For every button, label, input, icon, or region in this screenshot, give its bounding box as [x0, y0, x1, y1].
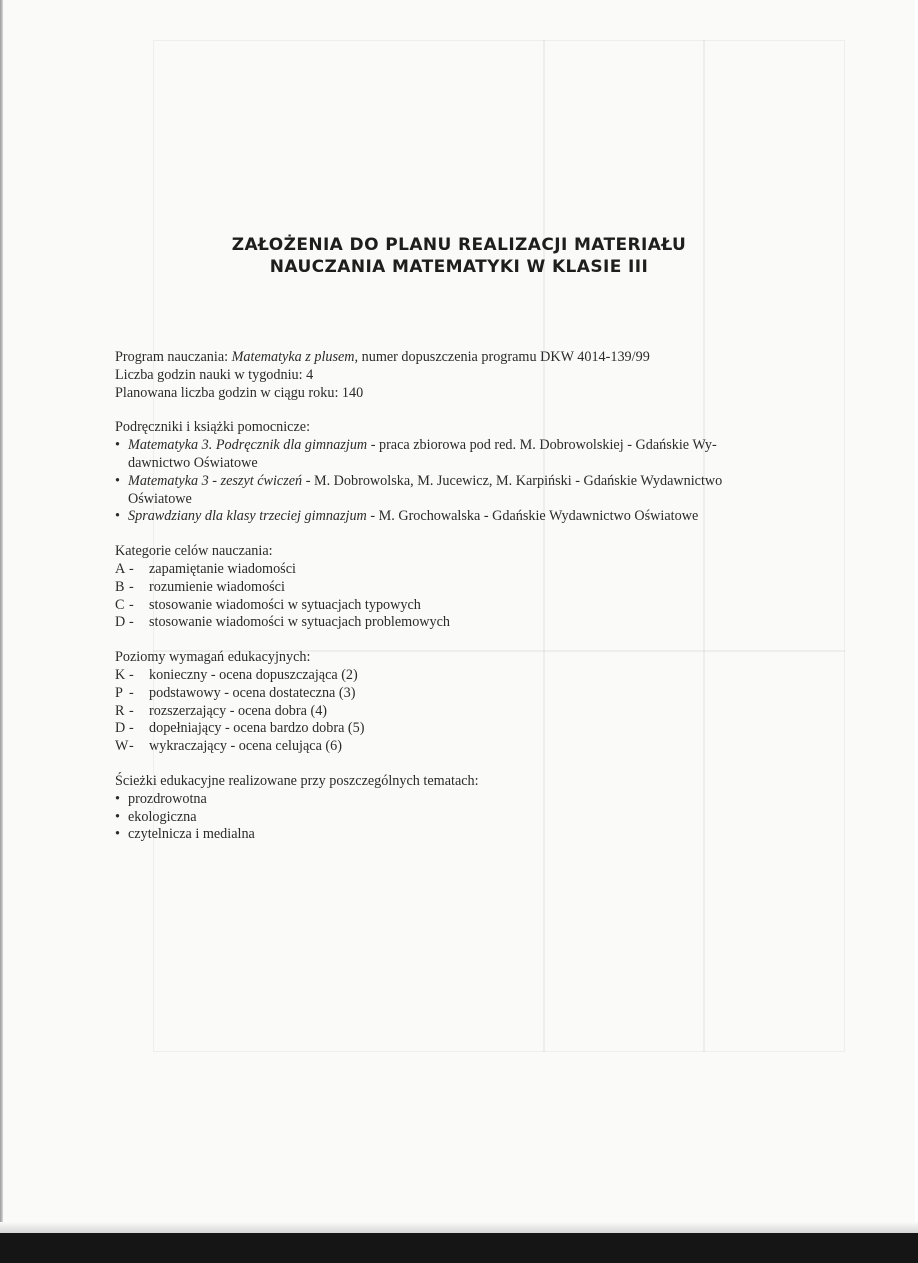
levels-heading: Poziomy wymagań edukacyjnych: [115, 649, 311, 666]
level-text: wykraczający - ocena celująca (6) [149, 738, 342, 755]
paths-list [115, 791, 827, 844]
hours-year: Planowana liczba godzin w ciągu roku: 140 [115, 384, 364, 401]
level-text: konieczny - ocena dopuszczająca (2) [149, 666, 358, 683]
book-title: Matematyka 3. Podręcznik dla gimnazjum [128, 437, 368, 454]
goal-item [115, 579, 827, 597]
separator: - [129, 666, 134, 683]
goal-text: rozumienie wiadomości [149, 578, 285, 595]
path-item: • prozdrowotna [115, 791, 827, 809]
scanner-bed-strip [0, 1233, 918, 1263]
level-item [115, 667, 827, 685]
hours-week: Liczba godzin nauki w tygodniu: 4 [115, 366, 314, 383]
paths-heading: Ścieżki edukacyjne realizowane przy poszczególnych tematach: [115, 772, 479, 789]
level-item [115, 738, 827, 756]
goal-text: stosowanie wiadomości w sytuacjach problemowych [149, 614, 451, 631]
goal-code: A [115, 560, 126, 577]
separator: - [129, 614, 134, 631]
separator: - [129, 684, 134, 701]
path-item: • ekologiczna [115, 809, 827, 827]
goal-code: C [115, 596, 125, 613]
book-title: Matematyka 3 - zeszyt ćwiczeń [128, 472, 303, 489]
page-bottom-shadow [0, 1222, 918, 1233]
book-item [115, 437, 827, 473]
book-details: - praca zbiorowa pod red. M. Dobrowolskiej - Gdańskie Wy- [367, 437, 717, 454]
level-code: W [115, 738, 129, 755]
separator: - [129, 560, 134, 577]
level-code: P [115, 684, 123, 701]
program-approval: numer dopuszczenia programu DKW 4014-139/99 [358, 349, 650, 365]
level-text: dopełniający - ocena bardzo dobra (5) [149, 720, 365, 737]
goals-heading: Kategorie celów nauczania: [115, 543, 273, 560]
level-text: podstawowy - ocena dostateczna (3) [149, 684, 356, 701]
separator: - [129, 738, 134, 755]
separator: - [129, 702, 134, 719]
book-item [115, 508, 827, 526]
goal-code: B [115, 578, 125, 595]
title-line-2: NAUCZANIA MATEMATYKI W KLASIE III [269, 257, 649, 277]
title-line-1: ZAŁOŻENIA DO PLANU REALIZACJI MATERIAŁU [231, 235, 687, 255]
level-item [115, 703, 827, 721]
level-code: R [115, 702, 125, 719]
books-list [115, 437, 827, 526]
level-item [115, 720, 827, 738]
program-line [115, 349, 827, 367]
book-details: - M. Grochowalska - Gdańskie Wydawnictwo Oświatowe [366, 508, 699, 525]
level-code: K [115, 666, 126, 683]
book-details-cont: Oświatowe [128, 490, 192, 507]
goal-item [115, 614, 827, 632]
book-title: Sprawdziany dla klasy trzeciej gimnazjum [128, 508, 367, 525]
book-item [115, 473, 827, 509]
level-item [115, 685, 827, 703]
books-heading: Podręczniki i książki pomocnicze: [115, 419, 311, 436]
separator: - [129, 596, 134, 613]
program-label: Program nauczania: [115, 349, 232, 365]
separator: - [129, 720, 134, 737]
document-body [115, 349, 827, 844]
separator: - [129, 578, 134, 595]
goal-text: stosowanie wiadomości w sytuacjach typowych [149, 596, 421, 613]
goal-item [115, 597, 827, 615]
level-code: D [115, 720, 126, 737]
goal-item [115, 561, 827, 579]
goal-code: D [115, 614, 126, 631]
path-item: • czytelnicza i medialna [115, 826, 827, 844]
book-details: - M. Dobrowolska, M. Jucewicz, M. Karpiński - Gdańskie Wydawnictwo [302, 472, 723, 489]
level-text: rozszerzający - ocena dobra (4) [149, 702, 328, 719]
goal-text: zapamiętanie wiadomości [149, 560, 296, 577]
book-details-cont: dawnictwo Oświatowe [128, 454, 258, 471]
page-title [0, 234, 918, 278]
program-name: Matematyka z plusem, [231, 349, 359, 365]
